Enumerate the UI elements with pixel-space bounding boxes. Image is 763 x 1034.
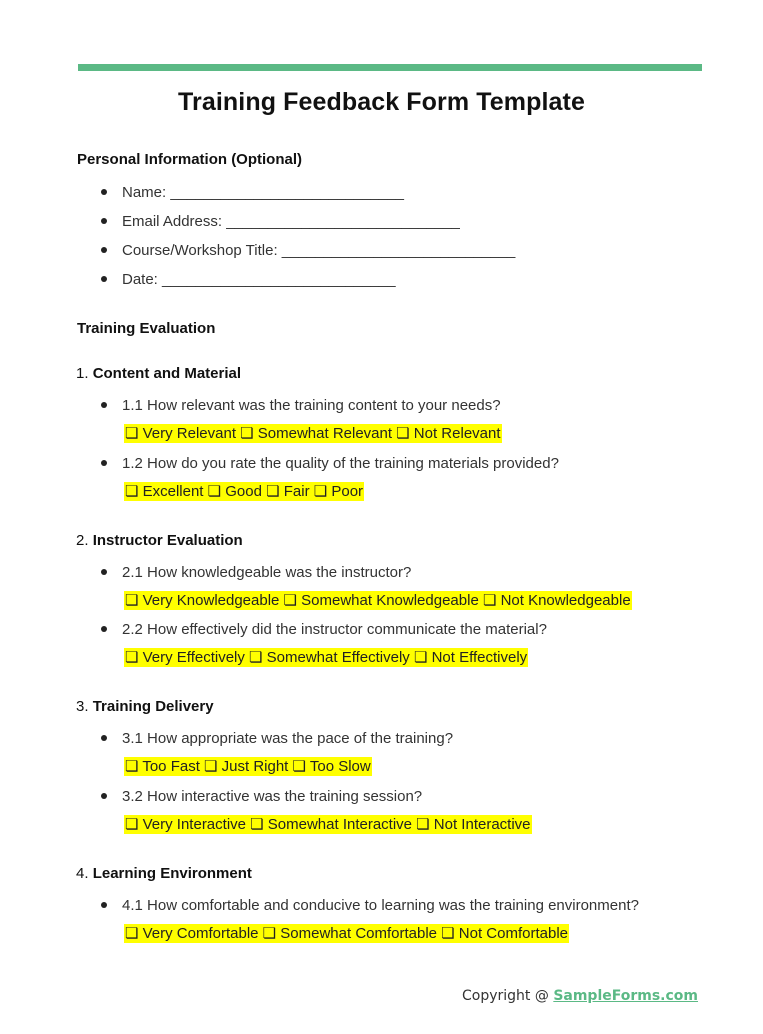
options-1-1[interactable]: ❏ Very Relevant ❏ Somewhat Relevant ❏ Not Relevant: [125, 425, 501, 442]
bullet-icon: [101, 189, 107, 195]
accent-bar: [78, 64, 702, 71]
question-1-2: 1.2 How do you rate the quality of the training materials provided?: [100, 455, 559, 472]
options-3-1[interactable]: ❏ Too Fast ❏ Just Right ❏ Too Slow: [125, 758, 371, 775]
question-3-1: 3.1 How appropriate was the pace of the training?: [100, 730, 453, 747]
email-blank[interactable]: ____________________________: [226, 213, 460, 230]
question-2-1: 2.1 How knowledgeable was the instructor?: [100, 564, 411, 581]
bullet-icon: [101, 460, 107, 466]
email-field[interactable]: Email Address: ____________________________: [100, 213, 460, 230]
page-title: Training Feedback Form Template: [178, 88, 585, 116]
section-training-delivery: 3. Training Delivery: [76, 698, 214, 715]
question-2-2: 2.2 How effectively did the instructor communicate the material?: [100, 621, 547, 638]
bullet-icon: [101, 218, 107, 224]
bullet-icon: [101, 569, 107, 575]
bullet-icon: [101, 247, 107, 253]
bullet-icon: [101, 276, 107, 282]
name-blank[interactable]: ____________________________: [170, 184, 404, 201]
brand-link[interactable]: SampleForms.com: [553, 988, 699, 1004]
options-1-2[interactable]: ❏ Excellent ❏ Good ❏ Fair ❏ Poor: [125, 483, 364, 500]
course-title-field[interactable]: Course/Workshop Title: ____________________________: [100, 242, 515, 259]
bullet-icon: [101, 402, 107, 408]
question-4-1: 4.1 How comfortable and conducive to learning was the training environment?: [100, 897, 639, 914]
bullet-icon: [101, 902, 107, 908]
date-blank[interactable]: ____________________________: [162, 271, 396, 288]
copyright-footer: Copyright @ SampleForms.com: [462, 988, 699, 1004]
section-learning-environment: 4. Learning Environment: [76, 865, 252, 882]
date-field[interactable]: Date: ____________________________: [100, 271, 396, 288]
options-3-2[interactable]: ❏ Very Interactive ❏ Somewhat Interactive ❏ Not Interactive: [125, 816, 531, 833]
bullet-icon: [101, 793, 107, 799]
options-2-1[interactable]: ❏ Very Knowledgeable ❏ Somewhat Knowledgeable ❏ Not Knowledgeable: [125, 592, 631, 609]
section-content-material: 1. Content and Material: [76, 365, 242, 382]
name-field[interactable]: Name: ____________________________: [100, 184, 404, 201]
personal-info-heading: Personal Information (Optional): [77, 151, 303, 168]
section-instructor-evaluation: 2. Instructor Evaluation: [76, 532, 243, 549]
question-1-1: 1.1 How relevant was the training content to your needs?: [100, 397, 501, 414]
options-2-2[interactable]: ❏ Very Effectively ❏ Somewhat Effectively ❏ Not Effectively: [125, 649, 528, 666]
bullet-icon: [101, 735, 107, 741]
bullet-icon: [101, 626, 107, 632]
question-3-2: 3.2 How interactive was the training session?: [100, 788, 422, 805]
training-evaluation-heading: Training Evaluation: [77, 320, 216, 337]
course-title-blank[interactable]: ____________________________: [281, 242, 516, 259]
options-4-1[interactable]: ❏ Very Comfortable ❏ Somewhat Comfortable ❏ Not Comfortable: [125, 925, 569, 942]
